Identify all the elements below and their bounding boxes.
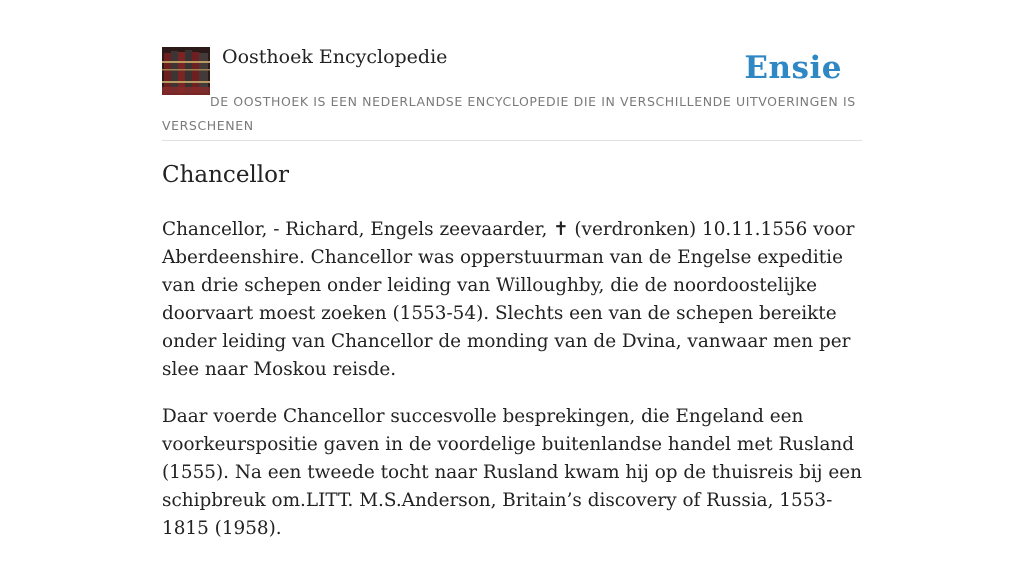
article-paragraph: Daar voerde Chancellor succesvolle besprekingen, die Engeland een voorkeurspositie gaven in de voordelige buitenlandse handel met Rusland (1555). Na een tweede tocht naar Rusland kwam hij op de thuisreis bij een schipbreuk om.LITT. M.S.Anderson, Britain’s discovery of Russia, 1553-1815 (1958).: [162, 406, 862, 539]
site-tagline: DE OOSTHOEK IS EEN NEDERLANDSE ENCYCLOPEDIE DIE IN VERSCHILLENDE UITVOERINGEN IS VERSCHENEN: [162, 94, 856, 133]
article-body: [162, 216, 862, 562]
ensie-logo[interactable]: Ensie: [744, 50, 842, 86]
article-title: Chancellor: [162, 162, 289, 188]
encyclopedia-books-avatar-icon: [162, 47, 210, 95]
site-name[interactable]: Oosthoek Encyclopedie: [222, 46, 448, 68]
article-paragraph: Chancellor, - Richard, Engels zeevaarder, ✝ (verdronken) 10.11.1556 voor Aberdeenshire. Chancellor was opperstuurman van de Engelse expeditie van drie schepen onder leiding van Willoughby, die de noordoostelijke doorvaart moest zoeken (1553-54). Slechts een van de schepen bereikte onder leiding van Chancellor de monding van de Dvina, vanwaar men per slee naar Moskou reisde.: [162, 219, 855, 380]
site-header: [162, 0, 862, 141]
avatar[interactable]: [162, 47, 210, 95]
page-container: [162, 0, 862, 539]
